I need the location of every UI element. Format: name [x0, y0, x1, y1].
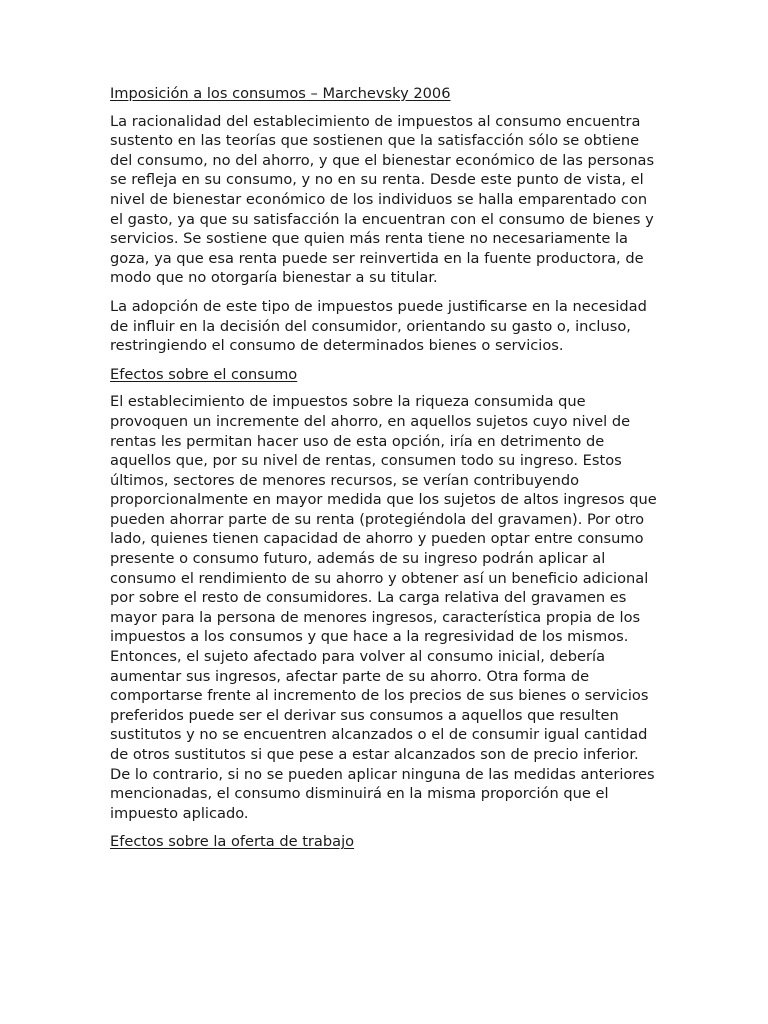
paragraph-consumption-effects: El establecimiento de impuestos sobre la riqueza consumida que provoquen un incremente del ahorro, en aquellos sujetos cuyo nivel de rentas les permitan hacer uso de esta opción, iría en detrimento de aquellos que, por su nivel de rentas, consumen todo su ingreso. Estos últimos, sectores de menores recursos, se verían contribuyendo proporcionalmente en mayor medida que los sujetos de altos ingresos que pueden ahorrar parte de su renta (protegiéndola del gravamen). Por otro lado, quienes tienen capacidad de ahorro y pueden optar entre consumo presente o consumo futuro, además de su ingreso podrán aplicar al consumo el rendimiento de su ahorro y obtener así un beneficio adicional por sobre el resto de consumidores. La carga relativa del gravamen es mayor para la persona de menores ingresos, característica propia de los impuestos a los consumos y que hace a la regresividad de los mismos. Entonces, el sujeto afectado para volver al consumo inicial, debería aumentar sus ingresos, afectar parte de su ahorro. Otra forma de comportarse frente al incremento de los precios de sus bienes o servicios preferidos puede ser el derivar sus consumos a aquellos que resulten sustitutos y no se encuentren alcanzados o el de consumir igual cantidad de otros sustitutos si que pese a estar alcanzados son de precio inferior. De lo contrario, si no se pueden aplicar ninguna de las medidas anteriores mencionadas, el consumo disminuirá en la misma proporción que el impuesto aplicado. — [110, 393, 657, 822]
document-title: Imposición a los consumos – Marchevsky 2006 — [110, 85, 451, 102]
section-heading-consumption-effects: Efectos sobre el consumo — [110, 365, 298, 383]
document-page — [110, 84, 658, 860]
paragraph-adoption: La adopción de este tipo de impuestos puede justificarse en la necesidad de influir en la decisión del consumidor, orientando su gasto o, incluso, restringiendo el consumo de determinados bienes o servicios. — [110, 297, 647, 355]
section-heading-labor-supply-effects: Efectos sobre la oferta de trabajo — [110, 833, 355, 851]
paragraph-rationale: La racionalidad del establecimiento de impuestos al consumo encuentra sustento en las teorías que sostienen que la satisfacción sólo se obtiene del consumo, no del ahorro, y que el bienestar económico de las personas se refleja en su consumo, y no en su renta. Desde este punto de vista, el nivel de bienestar económico de los individuos se halla emparentado con el gasto, ya que su satisfacción la encuentran con el consumo de bienes y servicios. Se sostiene que quien más renta tiene no necesariamente la goza, ya que esa renta puede ser reinvertida en la fuente productora, de modo que no otorgaría bienestar a su titular. — [110, 112, 655, 287]
